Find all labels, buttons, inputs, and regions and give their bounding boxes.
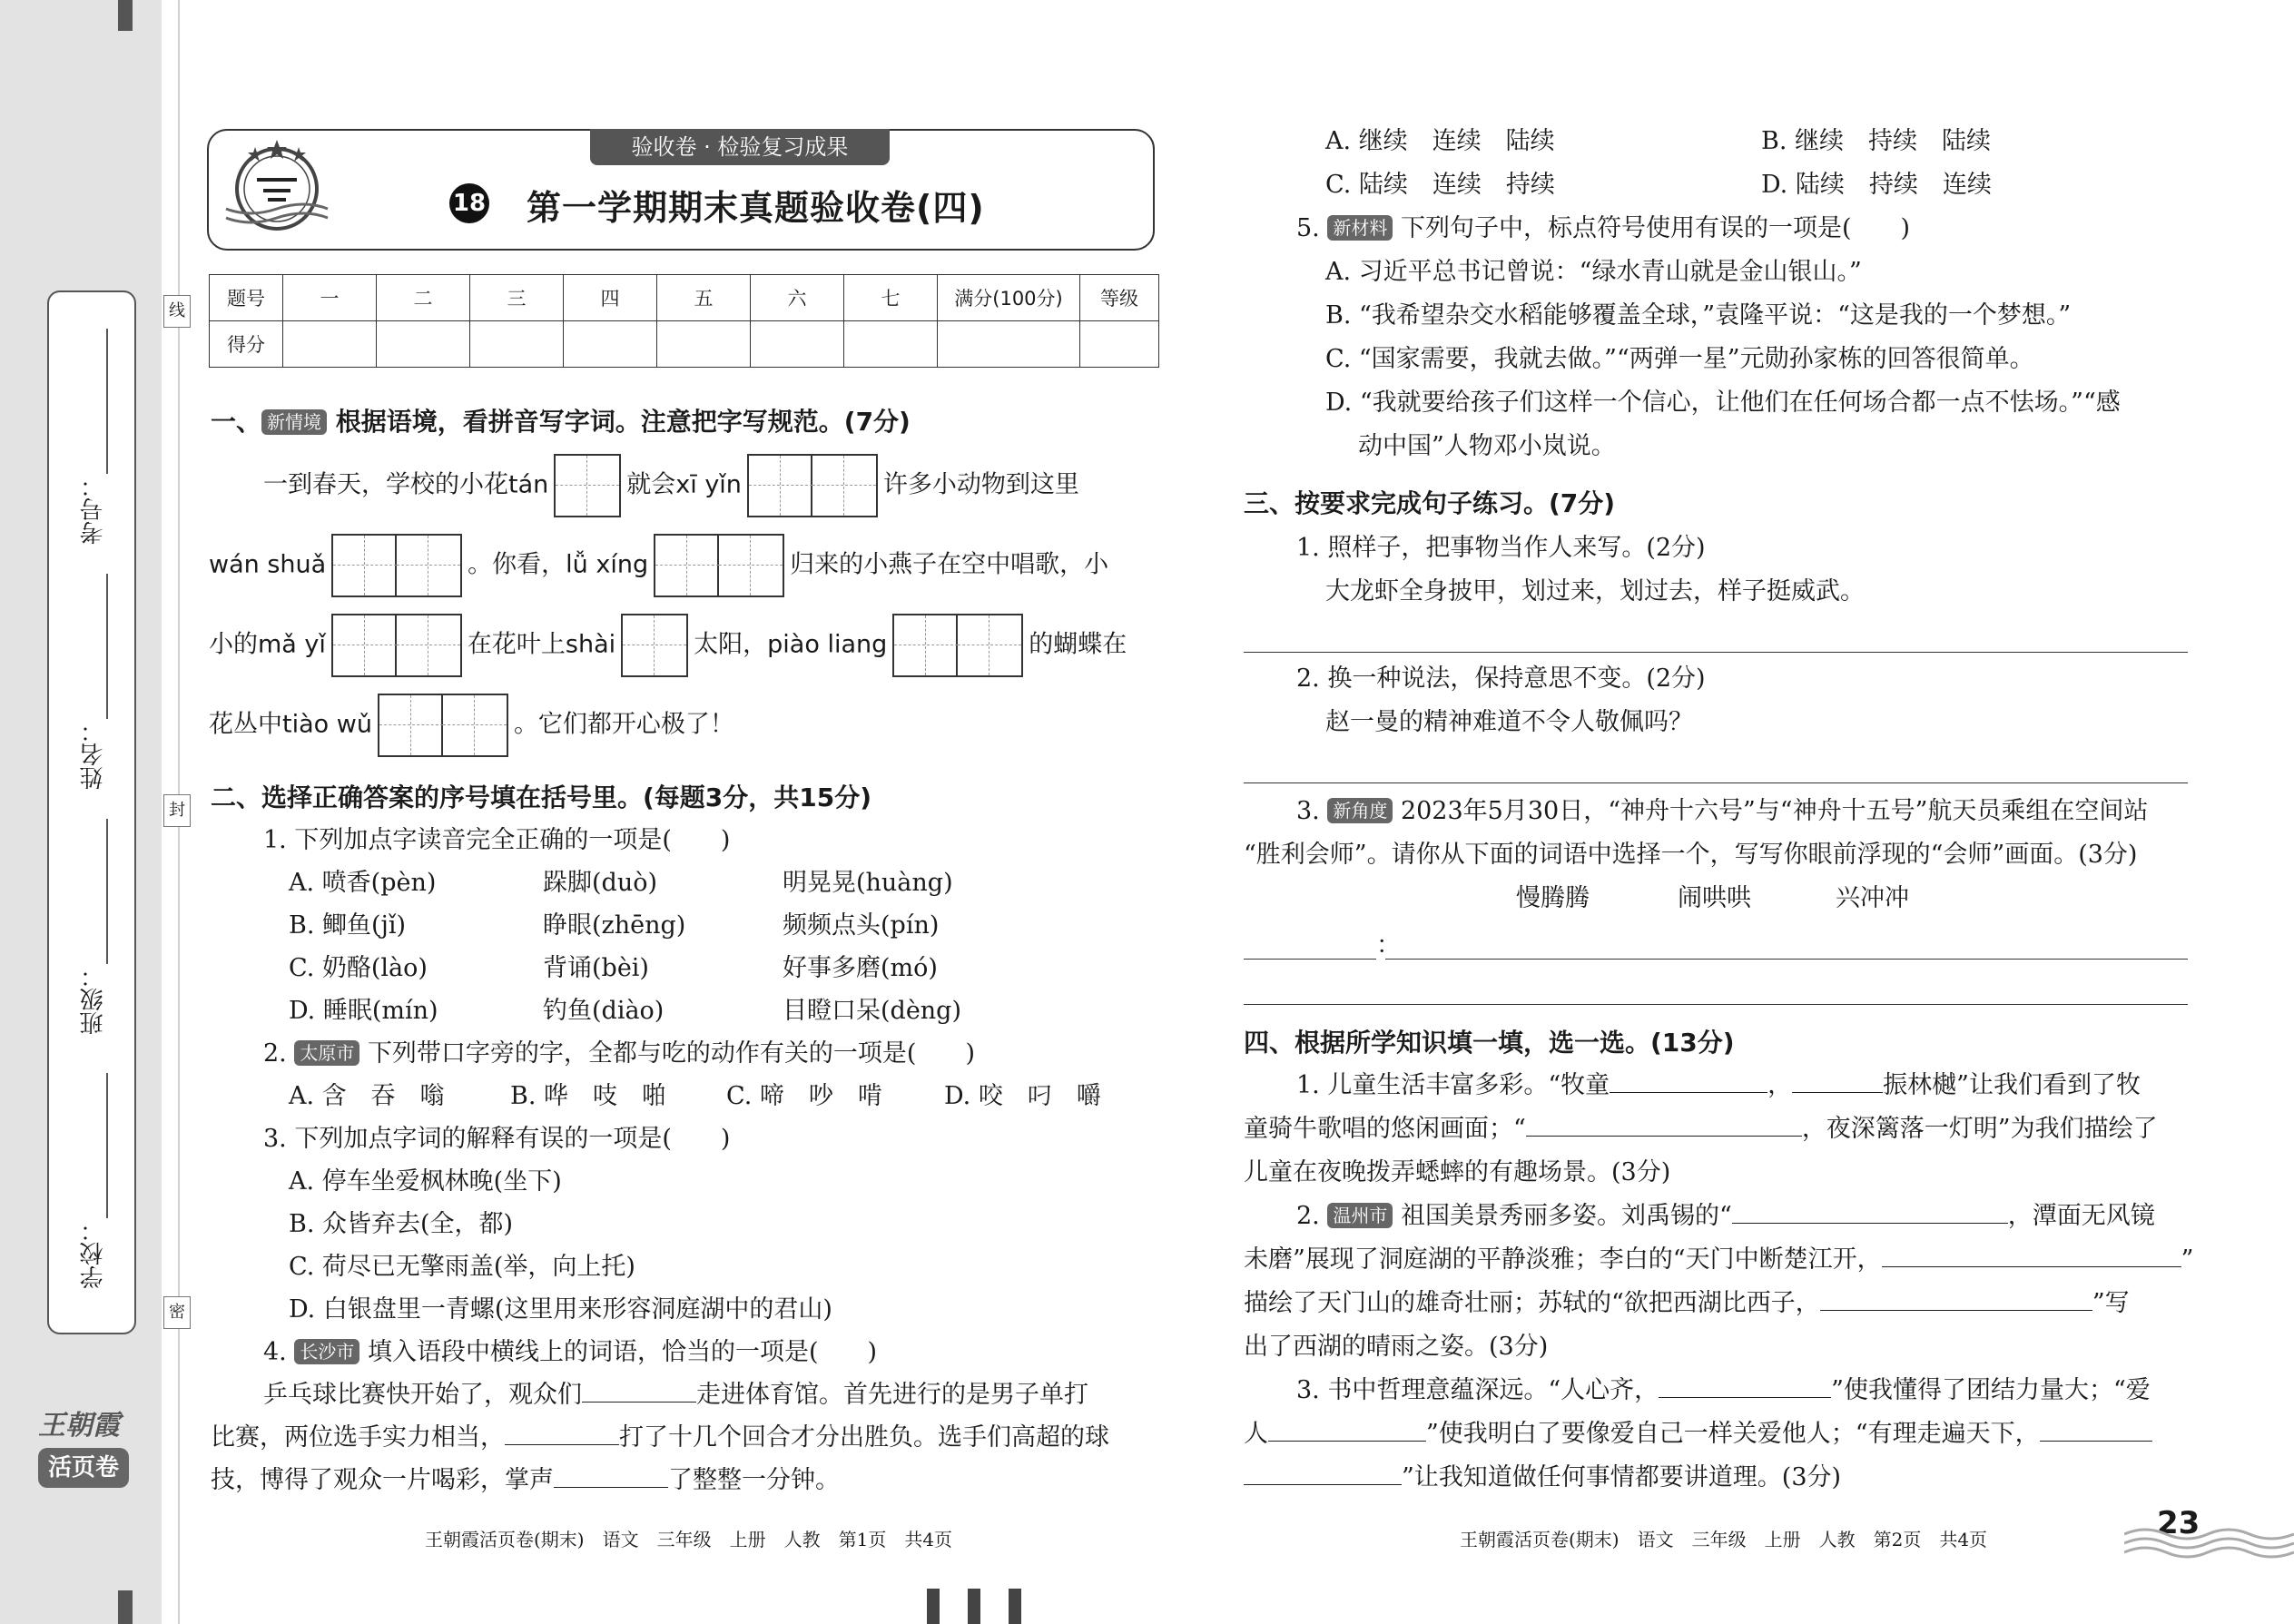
q5-option-a[interactable]: A. 习近平总书记曾说：“绿水青山就是金山银山。” <box>1325 258 1862 286</box>
text: 下列带口字旁的字，全都与吃的动作有关的一项是( ) <box>367 1039 976 1068</box>
q1-option-c2: 背诵(bèi) <box>543 954 649 982</box>
header-cell: 一 <box>283 275 377 321</box>
score-cell[interactable] <box>470 321 564 368</box>
text: 振林樾”让我们看到了牧 <box>1883 1071 2141 1099</box>
q2-option-b[interactable]: B. 哗 吱 啪 <box>510 1082 667 1110</box>
s4-line-3: 儿童在夜晚拨弄蟋蟀的有趣场景。(3分) <box>1244 1158 1671 1186</box>
q1-option-c3: 好事多磨(mó) <box>783 954 938 982</box>
exam-number-label: 考号： <box>80 474 107 545</box>
text: 人 <box>1244 1420 1268 1448</box>
answer-grid[interactable] <box>378 694 508 757</box>
section-1-heading <box>211 405 911 439</box>
fill-blank[interactable] <box>1732 1223 2008 1224</box>
q4-option-b[interactable]: B. 继续 持续 陆续 <box>1761 127 1992 155</box>
text: 童骑牛歌唱的悠闲画面；“ <box>1244 1115 1526 1143</box>
text: 。你看， <box>468 550 566 579</box>
word-choice-1[interactable]: 慢腾腾 <box>1516 884 1590 912</box>
s3-q3-cont: “胜利会师”。请你从下面的词语中选择一个，写写你眼前浮现的“会师”画面。(3分) <box>1244 841 2138 869</box>
score-cell[interactable] <box>1080 321 1159 368</box>
q1-option-b2: 睁眼(zhēng) <box>543 911 686 940</box>
text: 2023年5月30日，“神舟十六号”与“神舟十五号”航天员乘组在空间站 <box>1400 797 2149 825</box>
registration-mark <box>118 1590 133 1624</box>
q5-option-d-cont: 动中国”人物邓小岚说。 <box>1358 432 1616 460</box>
text: 一到春天，学校的小花 <box>263 470 508 499</box>
q3-option-c[interactable]: C. 荷尽已无擎雨盖(举，向上托) <box>289 1253 635 1281</box>
s1-line-2 <box>209 534 1108 597</box>
header-cell: 等级 <box>1080 275 1159 321</box>
text: 在花叶上 <box>467 630 566 659</box>
answer-grid[interactable] <box>747 454 878 517</box>
s1-line-1 <box>263 454 1079 517</box>
answer-grid[interactable] <box>654 534 784 597</box>
colon: ： <box>1376 931 1401 960</box>
row-label: 得分 <box>210 321 283 368</box>
answer-grid[interactable] <box>554 454 621 517</box>
answer-grid[interactable] <box>621 614 688 677</box>
publisher-seal-icon <box>222 136 331 236</box>
q3-stem: 3. 下列加点字词的解释有误的一项是( ) <box>263 1125 731 1153</box>
text: ，夜深篱落一灯明”为我们描绘了 <box>1801 1115 2158 1143</box>
q4-passage-3 <box>211 1464 840 1497</box>
s4-line-1 <box>1296 1069 2141 1102</box>
q4-option-a[interactable]: A. 继续 连续 陆续 <box>1325 127 1555 155</box>
text: ” <box>2181 1245 2194 1274</box>
seal-char-line: 线 <box>163 295 191 328</box>
q2-option-d[interactable]: D. 咬 叼 嚼 <box>944 1082 1101 1110</box>
text: 3. 书中哲理意蕴深远。“人心齐， <box>1296 1376 1659 1404</box>
s3-q1-stem: 1. 照样子，把事物当作人来写。(2分) <box>1296 534 1706 562</box>
section-2-heading: 二、选择正确答案的序号填在括号里。(每题3分，共15分) <box>211 782 872 812</box>
name-line[interactable] <box>106 574 108 719</box>
school-line[interactable] <box>106 1073 108 1218</box>
tag-new-angle: 新角度 <box>1327 798 1393 823</box>
tag-new-context: 新情境 <box>261 409 327 435</box>
fill-blank[interactable] <box>1882 1266 2181 1267</box>
text: 了整整一分钟。 <box>668 1466 840 1494</box>
text: 就会 <box>626 470 676 499</box>
answer-grid[interactable] <box>331 534 462 597</box>
pinyin: wán shuǎ <box>209 550 327 579</box>
fill-blank[interactable] <box>1268 1441 1426 1442</box>
seal-char-seal: 封 <box>163 794 191 827</box>
q1-option-a1[interactable]: A. 喷香(pèn) <box>289 869 437 897</box>
text: ”使我懂得了团结力量大；“爱 <box>1831 1376 2151 1404</box>
s3-q1-sentence: 大龙虾全身披甲，划过来，划过去，样子挺威武。 <box>1325 577 1865 605</box>
tag-city: 长沙市 <box>294 1339 359 1364</box>
seal-char-secret: 密 <box>163 1296 191 1329</box>
score-table-header-row <box>210 275 1159 321</box>
s3-q2-sentence: 赵一曼的精神难道不令人敬佩吗？ <box>1325 708 1693 736</box>
brand-logo <box>38 1403 129 1502</box>
q-num: 2. <box>1296 1202 1320 1230</box>
q2-option-c[interactable]: C. 啼 吵 啃 <box>726 1082 882 1110</box>
answer-grid[interactable] <box>892 614 1023 677</box>
q4-option-d[interactable]: D. 陆续 持续 连续 <box>1761 171 1992 199</box>
score-cell[interactable] <box>377 321 470 368</box>
tag-city: 温州市 <box>1327 1203 1393 1228</box>
s1-line-4 <box>209 694 734 757</box>
fill-blank[interactable] <box>554 1487 668 1488</box>
text: 乒乓球比赛快开始了，观众们 <box>263 1381 582 1409</box>
q5-option-c[interactable]: C. “国家需要，我就去做。”“两弹一星”元勋孙家栋的回答很简单。 <box>1325 345 2034 373</box>
text: 太阳， <box>694 630 768 659</box>
score-cell[interactable] <box>564 321 657 368</box>
fill-blank[interactable] <box>1610 1092 1767 1093</box>
q1-stem: 1. 下列加点字读音完全正确的一项是( ) <box>263 826 731 854</box>
registration-mark <box>968 1589 980 1624</box>
text: ”写 <box>2092 1289 2130 1317</box>
s3-q2-stem: 2. 换一种说法，保持意思不变。(2分) <box>1296 664 1706 693</box>
brand-name: 王朝霞 <box>38 1410 120 1442</box>
fill-blank[interactable] <box>1526 1136 1802 1137</box>
word-choice-2[interactable]: 闹哄哄 <box>1678 884 1751 912</box>
header-cell: 三 <box>470 275 564 321</box>
text: 许多小动物到这里 <box>882 470 1079 499</box>
s4-line-7: 出了西湖的晴雨之姿。(3分) <box>1244 1333 1549 1361</box>
page-number: 23 <box>2157 1505 2200 1541</box>
q5-option-b[interactable]: B. “我希望杂交水稻能够覆盖全球，”袁隆平说：“这是我的一个梦想。” <box>1325 301 2072 330</box>
answer-line[interactable] <box>1244 782 2188 783</box>
q5-num: 5. <box>1296 214 1320 242</box>
s3-q3-stem <box>1296 795 2148 828</box>
word-choice-3[interactable]: 兴冲冲 <box>1836 884 1909 912</box>
tag-new-material: 新材料 <box>1327 215 1393 241</box>
header-cell: 五 <box>657 275 751 321</box>
fill-blank[interactable] <box>1659 1397 1831 1398</box>
q5-option-d[interactable]: D. “我就要给孩子们这样一个信心，让他们在任何场合都一点不怯场。”“感 <box>1325 389 2121 417</box>
text: 。它们都开心极了！ <box>513 710 734 739</box>
q1-option-d3: 目瞪口呆(dèng) <box>783 997 962 1025</box>
section-1-title: 根据语境，看拼音写字词。注意把字写规范。(7分) <box>335 407 911 437</box>
fill-blank[interactable] <box>505 1444 619 1445</box>
header-cell: 七 <box>844 275 938 321</box>
q1-option-a2: 跺脚(duò) <box>543 869 657 897</box>
text: ”使我明白了要像爱自己一样关爱他人；“有理走遍天下， <box>1426 1420 2040 1448</box>
answer-grid[interactable] <box>331 614 462 677</box>
header-cell: 四 <box>564 275 657 321</box>
q2-option-a[interactable]: A. 含 吞 嗡 <box>289 1082 445 1110</box>
brand-sub: 活页卷 <box>38 1448 129 1488</box>
header-cell: 六 <box>751 275 844 321</box>
q1-option-a3: 明晃晃(huàng) <box>783 869 953 897</box>
q1-option-d2: 钓鱼(diào) <box>543 997 665 1025</box>
text: 1. 儿童生活丰富多彩。“牧童 <box>1296 1071 1610 1099</box>
pinyin: tán <box>508 470 549 499</box>
q4-option-c[interactable]: C. 陆续 连续 持续 <box>1325 171 1555 199</box>
paper-title: 第一学期期末真题验收卷(四) <box>527 188 985 228</box>
pinyin: mǎ yǐ <box>258 630 326 659</box>
text: ”让我知道做任何事情都要讲道理。(3分) <box>1402 1463 1842 1491</box>
score-table-score-row <box>210 321 1159 368</box>
score-cell[interactable] <box>751 321 844 368</box>
wave-decoration-icon <box>2124 1525 2294 1565</box>
s4-line-9 <box>1244 1418 2152 1451</box>
q3-option-a[interactable]: A. 停车坐爱枫林晚(坐下) <box>289 1167 562 1196</box>
school-label: 学校： <box>80 1218 107 1289</box>
s4-line-5 <box>1244 1244 2193 1276</box>
section-1-num: 一、 <box>211 407 262 437</box>
score-cell[interactable] <box>938 321 1080 368</box>
s4-line-4 <box>1296 1200 2155 1233</box>
header-cell: 满分(100分) <box>938 275 1080 321</box>
text: 祖国美景秀丽多姿。刘禹锡的“ <box>1400 1202 1732 1230</box>
q-num: 3. <box>1296 797 1320 825</box>
fill-blank[interactable] <box>1244 1484 1402 1485</box>
header-cell: 二 <box>377 275 470 321</box>
score-cell[interactable] <box>657 321 751 368</box>
q4-stem <box>263 1336 877 1369</box>
text: 填入语段中横线上的词语，恰当的一项是( ) <box>367 1338 878 1366</box>
exam-number-line[interactable] <box>106 329 108 474</box>
section-4-heading: 四、根据所学知识填一填，选一选。(13分) <box>1244 1028 1735 1058</box>
class-line[interactable] <box>106 819 108 964</box>
s4-line-8 <box>1296 1374 2151 1407</box>
answer-line-short[interactable] <box>1244 959 1376 960</box>
q1-option-b3: 频频点头(pín) <box>783 911 940 940</box>
text: 打了十几个回合才分出胜负。选手们高超的球 <box>619 1423 1109 1452</box>
class-label: 班级： <box>80 964 107 1035</box>
answer-line[interactable] <box>1244 1004 2188 1005</box>
fill-blank[interactable] <box>1820 1310 2092 1311</box>
text: 比赛，两位选手实力相当， <box>211 1423 505 1452</box>
registration-mark <box>927 1589 940 1624</box>
text: 归来的小燕子在空中唱歌，小 <box>790 550 1109 579</box>
pinyin: tiào wǔ <box>282 710 372 739</box>
score-table <box>209 274 1159 368</box>
right-footer: 王朝霞活页卷(期末) 语文 三年级 上册 人教 第2页 共4页 <box>1460 1529 1988 1550</box>
score-cell[interactable] <box>283 321 377 368</box>
text: 的蝴蝶在 <box>1029 630 1127 659</box>
s4-line-10 <box>1244 1462 1841 1494</box>
q1-option-d1[interactable]: D. 睡眠(mín) <box>289 997 438 1025</box>
text: 描绘了天门山的雄奇壮丽；苏轼的“欲把西湖比西子， <box>1244 1289 1820 1317</box>
pinyin: xī yǐn <box>675 470 742 499</box>
q2-stem: 2. 太原市 下列带口字旁的字，全都与吃的动作有关的一项是( ) <box>263 1039 976 1068</box>
pinyin: piào liang <box>767 630 888 659</box>
name-label: 姓名： <box>80 719 107 790</box>
paper-number: 18 <box>449 183 489 223</box>
banner: 验收卷 · 检验复习成果 <box>590 129 890 165</box>
q3-option-d[interactable]: D. 白银盘里一青螺(这里用来形容洞庭湖中的君山) <box>289 1295 832 1324</box>
text: 走进体育馆。首先进行的是男子单打 <box>696 1381 1088 1409</box>
answer-line[interactable] <box>1244 652 2188 653</box>
pinyin: shài <box>565 630 616 659</box>
text: 小的 <box>209 630 258 659</box>
registration-mark <box>1009 1589 1021 1624</box>
q5-stem <box>1296 212 1910 245</box>
section-3-heading: 三、按要求完成句子练习。(7分) <box>1244 488 1616 518</box>
fill-blank[interactable] <box>582 1402 696 1403</box>
q1-option-b1[interactable]: B. 鲫鱼(jǐ) <box>289 911 407 940</box>
text: 未磨”展现了洞庭湖的平静淡雅；李白的“天门中断楚江开， <box>1244 1245 1882 1274</box>
s1-line-3 <box>209 614 1127 677</box>
text: ，潭面无风镜 <box>2007 1202 2155 1230</box>
fill-blank[interactable] <box>2040 1441 2152 1442</box>
text: 花丛中 <box>209 710 282 739</box>
text: 技，博得了观众一片喝彩，掌声 <box>211 1466 554 1494</box>
registration-mark <box>118 0 133 31</box>
fill-blank[interactable] <box>1792 1092 1883 1093</box>
student-info-panel <box>47 290 136 1334</box>
q4-num: 4. <box>263 1338 287 1366</box>
q3-option-b[interactable]: B. 众皆弃去(全，都) <box>289 1210 514 1238</box>
tag-city: 太原市 <box>294 1040 359 1066</box>
answer-line[interactable] <box>1385 959 2188 960</box>
text: ， <box>1767 1071 1793 1099</box>
q1-option-c1[interactable]: C. 奶酪(lào) <box>289 954 428 982</box>
s4-line-2 <box>1244 1113 2158 1146</box>
left-footer: 王朝霞活页卷(期末) 语文 三年级 上册 人教 第1页 共4页 <box>425 1529 953 1550</box>
pinyin: lǚ xíng <box>566 550 649 579</box>
s4-line-6 <box>1244 1287 2130 1320</box>
text: 下列句子中，标点符号使用有误的一项是( ) <box>1400 214 1911 242</box>
score-cell[interactable] <box>844 321 938 368</box>
q4-passage-1 <box>263 1379 1088 1412</box>
q4-passage-2 <box>211 1422 1109 1454</box>
header-cell: 题号 <box>210 275 283 321</box>
